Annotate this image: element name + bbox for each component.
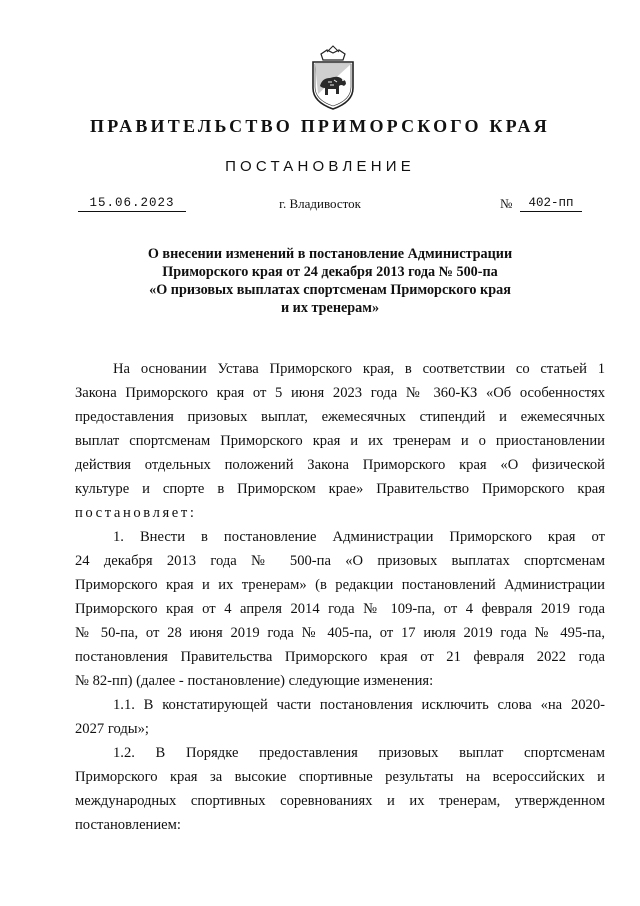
body-line: предоставления призовых выплат, ежемесячных стипендий и ежемесячных bbox=[75, 409, 605, 425]
body-line: международных спортивных соревнованиях и их тренерам, утвержденном bbox=[75, 793, 605, 809]
body-line: постановлением: bbox=[75, 817, 181, 833]
body-line: 2027 годы»; bbox=[75, 721, 149, 737]
government-title: ПРАВИТЕЛЬСТВО ПРИМОРСКОГО КРАЯ bbox=[90, 116, 550, 136]
document-meta-row bbox=[0, 196, 640, 216]
document-type: ПОСТАНОВЛЕНИЕ bbox=[225, 158, 415, 175]
document-number: 402-пп bbox=[520, 196, 582, 212]
body-line: Приморского края за высокие спортивные результаты на всероссийских и bbox=[75, 769, 605, 785]
body-line: № 82-пп) (далее - постановление) следующие изменения: bbox=[75, 673, 434, 689]
heading-line: «О призовых выплатах спортсменам Приморского края bbox=[149, 282, 511, 298]
body-line: Приморского края и их тренерам» (в редакции постановлений Администрации bbox=[75, 577, 605, 593]
body-line: На основании Устава Приморского края, в соответствии со статьей 1 bbox=[113, 361, 605, 377]
body-line: 1.2. В Порядке предоставления призовых выплат спортсменам bbox=[113, 745, 605, 761]
body-line: постановления Правительства Приморского края от 21 февраля 2022 года bbox=[75, 649, 605, 665]
document-body bbox=[75, 357, 605, 837]
body-line: 24 декабря 2013 года № 500-па «О призовых выплатах спортсменам bbox=[75, 553, 605, 569]
document-city: г. Владивосток bbox=[279, 196, 361, 211]
heading-line: Приморского края от 24 декабря 2013 года № 500-па bbox=[162, 264, 498, 280]
document-heading bbox=[80, 245, 580, 317]
primorsky-coat-of-arms-icon bbox=[308, 40, 358, 112]
number-sign: № bbox=[500, 196, 513, 211]
body-line: № 50-па, от 28 июня 2019 года № 405-па, от 17 июля 2019 года № 495-па, bbox=[75, 625, 605, 641]
body-line: действия отдельных положений Закона Приморского края «О физической bbox=[75, 457, 605, 473]
body-line: 1. Внести в постановление Администрации Приморского края от bbox=[113, 529, 605, 545]
body-line: культуре и спорте в Приморском крае» Правительство Приморского края bbox=[75, 481, 605, 497]
body-line: выплат спортсменам Приморского края и их тренерам и о приостановлении bbox=[75, 433, 605, 449]
heading-line: и их тренерам» bbox=[280, 300, 380, 316]
heading-line: О внесении изменений в постановление Администрации bbox=[147, 246, 513, 262]
body-line: Закона Приморского края от 5 июня 2023 года № 360-КЗ «Об особенностях bbox=[75, 385, 605, 401]
body-line: 1.1. В констатирующей части постановления исключить слова «на 2020- bbox=[113, 697, 605, 713]
body-line-resolves: постановляет: bbox=[75, 505, 197, 521]
body-line: Приморского края от 4 апреля 2014 года № 109-па, от 4 февраля 2019 года bbox=[75, 601, 605, 617]
document-date: 15.06.2023 bbox=[78, 196, 186, 212]
